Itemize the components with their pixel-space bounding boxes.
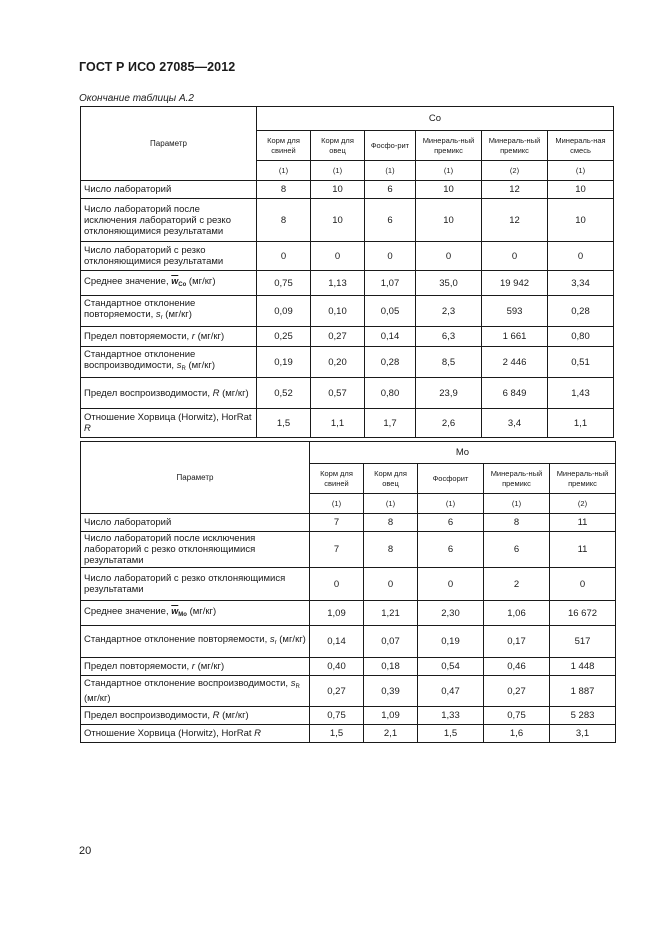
symbol-text: r [191, 331, 195, 342]
column-header: Минераль-ный премикс [482, 131, 548, 161]
value-cell: 0,14 [365, 327, 416, 347]
value-cell: 0,28 [365, 347, 416, 378]
value-cell: 8 [364, 514, 418, 532]
value-cell: 0,09 [257, 296, 311, 327]
value-cell: 0 [548, 242, 614, 271]
value-cell: 11 [550, 532, 616, 568]
value-cell: 1 661 [482, 327, 548, 347]
column-header: Минераль-ный премикс [416, 131, 482, 161]
value-cell: 0,07 [364, 626, 418, 658]
row-label [81, 271, 257, 296]
table-row [81, 707, 616, 725]
row-label [81, 568, 310, 601]
label-text: Отношение Хорвица (Horwitz), HorRat [84, 728, 255, 739]
label-text: Среднее значение, [84, 605, 172, 617]
symbol-subscript: R [181, 366, 186, 372]
value-cell: 0 [550, 568, 616, 601]
value-cell: 0 [310, 568, 364, 601]
value-cell: 0,28 [548, 296, 614, 327]
value-cell: 8,5 [416, 347, 482, 378]
column-header: Минераль-ный премикс [484, 464, 550, 494]
symbol-text: r [191, 661, 195, 672]
row-label [81, 676, 310, 707]
value-cell: 0,19 [418, 626, 484, 658]
value-cell: 0,05 [365, 296, 416, 327]
column-group: (1) [310, 494, 364, 514]
value-cell: 6 [418, 514, 484, 532]
column-header: Корм для свиней [310, 464, 364, 494]
table-row [81, 378, 614, 409]
table-row [81, 181, 614, 199]
symbol-text: s [290, 678, 296, 689]
column-header: Минераль-ный премикс [550, 464, 616, 494]
column-header: Минераль-ная смесь [548, 131, 614, 161]
symbol-text: R [212, 710, 220, 721]
label-text: (мг/кг) [194, 331, 225, 342]
label-text: Стандартное отклонение повторяемости, [84, 634, 270, 645]
value-cell: 1,06 [484, 601, 550, 626]
value-cell: 8 [257, 181, 311, 199]
table-co [80, 106, 614, 438]
symbol-text: s [269, 634, 275, 645]
table-row [81, 676, 616, 707]
column-group: (1) [365, 161, 416, 181]
value-cell: 3,1 [550, 725, 616, 743]
value-cell: 1,13 [311, 271, 365, 296]
value-cell: 3,34 [548, 271, 614, 296]
document-header: ГОСТ Р ИСО 27085—2012 [79, 60, 236, 74]
label-text: Число лабораторий [84, 517, 172, 528]
label-text: Стандартное отклонение воспроизводимости, [84, 349, 196, 371]
value-cell: 0,17 [484, 626, 550, 658]
value-cell: 10 [548, 199, 614, 242]
value-cell: 593 [482, 296, 548, 327]
value-cell: 10 [311, 181, 365, 199]
value-cell: 0,51 [548, 347, 614, 378]
value-cell: 517 [550, 626, 616, 658]
value-cell: 0,27 [484, 676, 550, 707]
column-header: Корм для овец [364, 464, 418, 494]
symbol-subscript: R [295, 684, 300, 690]
value-cell: 10 [416, 181, 482, 199]
symbol-text: R [84, 423, 91, 434]
label-text: Среднее значение, [84, 275, 172, 287]
table-row [81, 199, 614, 242]
value-cell: 1,07 [365, 271, 416, 296]
value-cell: 0 [364, 568, 418, 601]
label-text: Предел повторяемости, [84, 331, 192, 342]
value-cell: 35,0 [416, 271, 482, 296]
column-group: (1) [418, 494, 484, 514]
column-group: (1) [364, 494, 418, 514]
value-cell: 6 [365, 181, 416, 199]
table-row [81, 296, 614, 327]
value-cell: 2,6 [416, 409, 482, 438]
table-row [81, 409, 614, 438]
symbol-text: $\overline{w}$ [171, 605, 179, 616]
table-row [81, 601, 616, 626]
label-text: (мг/кг) [186, 605, 217, 617]
table-caption: Окончание таблицы А.2 [79, 93, 194, 104]
value-cell: 2,3 [416, 296, 482, 327]
value-cell: 3,4 [482, 409, 548, 438]
row-label [81, 601, 310, 626]
value-cell: 0,47 [418, 676, 484, 707]
label-text: (мг/кг) [186, 275, 216, 287]
value-cell: 2,1 [364, 725, 418, 743]
row-label [81, 725, 310, 743]
value-cell: 10 [416, 199, 482, 242]
value-cell: 0,75 [484, 707, 550, 725]
value-cell: 10 [548, 181, 614, 199]
value-cell: 0,40 [310, 658, 364, 676]
row-label [81, 327, 257, 347]
label-text: (мг/кг) [84, 693, 111, 704]
value-cell: 1,09 [364, 707, 418, 725]
symbol-text: s [155, 309, 161, 320]
value-cell: 8 [257, 199, 311, 242]
value-cell: 0,14 [310, 626, 364, 658]
row-label [81, 347, 257, 378]
row-label [81, 626, 310, 658]
symbol-text: R [254, 728, 262, 739]
label-text: Число лабораторий [84, 184, 172, 195]
value-cell: 19 942 [482, 271, 548, 296]
page-number: 20 [79, 845, 92, 857]
label-text: Число лабораторий после исключения лабораторий с резко отклоняющимися результатами [84, 203, 231, 237]
table-row [81, 327, 614, 347]
label-text: Стандартное отклонение повторяемости, [84, 298, 196, 320]
label-text: Предел повторяемости, [84, 661, 192, 672]
table-mo [80, 441, 616, 743]
symbol-text: $\overline{w}$ [171, 275, 179, 286]
value-cell: 1,5 [257, 409, 311, 438]
column-header: Фосфорит [418, 464, 484, 494]
value-cell: 7 [310, 514, 364, 532]
value-cell: 8 [364, 532, 418, 568]
column-group: (2) [550, 494, 616, 514]
value-cell: 8 [484, 514, 550, 532]
value-cell: 12 [482, 181, 548, 199]
row-label [81, 242, 257, 271]
value-cell: 10 [311, 199, 365, 242]
symbol-text: s [176, 360, 182, 371]
label-text: (мг/кг) [162, 309, 192, 320]
value-cell: 16 672 [550, 601, 616, 626]
value-cell: 1,1 [311, 409, 365, 438]
value-cell: 5 283 [550, 707, 616, 725]
value-cell: 0,27 [311, 327, 365, 347]
row-label [81, 658, 310, 676]
label-text: (мг/кг) [219, 710, 249, 721]
value-cell: 0 [257, 242, 311, 271]
value-cell: 6 [365, 199, 416, 242]
table-row [81, 242, 614, 271]
value-cell: 11 [550, 514, 616, 532]
column-group: (1) [311, 161, 365, 181]
column-header: Фосфо-рит [365, 131, 416, 161]
value-cell: 0,18 [364, 658, 418, 676]
value-cell: 1,7 [365, 409, 416, 438]
column-header: Корм для овец [311, 131, 365, 161]
row-label [81, 514, 310, 532]
param-header: Параметр [81, 107, 257, 181]
value-cell: 6,3 [416, 327, 482, 347]
label-text: (мг/кг) [276, 634, 306, 645]
column-group: (1) [257, 161, 311, 181]
label-text: Стандартное отклонение воспроизводимости, [84, 678, 291, 689]
row-label [81, 296, 257, 327]
value-cell: 0 [311, 242, 365, 271]
value-cell: 2,30 [418, 601, 484, 626]
value-cell: 0 [418, 568, 484, 601]
symbol-subscript: r [274, 640, 277, 646]
row-label [81, 181, 257, 199]
label-text: Отношение Хорвица (Horwitz), HorRat [84, 412, 252, 423]
symbol-subscript: r [160, 315, 163, 321]
value-cell: 0,25 [257, 327, 311, 347]
value-cell: 0,75 [310, 707, 364, 725]
row-label [81, 378, 257, 409]
table-row [81, 568, 616, 601]
row-label [81, 199, 257, 242]
value-cell: 0,52 [257, 378, 311, 409]
symbol-subscript: Mo [178, 611, 187, 618]
value-cell: 0,54 [418, 658, 484, 676]
value-cell: 0,20 [311, 347, 365, 378]
row-label [81, 532, 310, 568]
table-row [81, 725, 616, 743]
value-cell: 2 446 [482, 347, 548, 378]
value-cell: 1,1 [548, 409, 614, 438]
value-cell: 0,10 [311, 296, 365, 327]
table-row [81, 347, 614, 378]
value-cell: 0,57 [311, 378, 365, 409]
label-text: Предел воспроизводимости, [84, 710, 213, 721]
value-cell: 1,6 [484, 725, 550, 743]
column-group: (1) [548, 161, 614, 181]
value-cell: 2 [484, 568, 550, 601]
value-cell: 1,09 [310, 601, 364, 626]
column-header: Корм для свиней [257, 131, 311, 161]
value-cell: 1 448 [550, 658, 616, 676]
row-label [81, 707, 310, 725]
value-cell: 0 [416, 242, 482, 271]
value-cell: 6 [484, 532, 550, 568]
value-cell: 23,9 [416, 378, 482, 409]
label-text: (мг/кг) [219, 387, 249, 399]
param-header: Параметр [81, 442, 310, 514]
value-cell: 12 [482, 199, 548, 242]
value-cell: 1,21 [364, 601, 418, 626]
label-text: Число лабораторий с резко отклоняющимися результатами [84, 573, 286, 595]
value-cell: 6 [418, 532, 484, 568]
table-row [81, 532, 616, 568]
value-cell: 0,27 [310, 676, 364, 707]
table-row [81, 514, 616, 532]
value-cell: 0,39 [364, 676, 418, 707]
table-row [81, 626, 616, 658]
value-cell: 0,19 [257, 347, 311, 378]
symbol-text: R [212, 387, 220, 399]
column-group: (1) [484, 494, 550, 514]
value-cell: 1 887 [550, 676, 616, 707]
label-text: Число лабораторий после исключения лабораторий с резко отклоняющимися результатами [84, 533, 256, 566]
element-header: Mo [310, 442, 616, 464]
value-cell: 1,5 [310, 725, 364, 743]
table-row [81, 271, 614, 296]
value-cell: 1,33 [418, 707, 484, 725]
value-cell: 0,80 [365, 378, 416, 409]
value-cell: 0 [482, 242, 548, 271]
label-text: Предел воспроизводимости, [84, 387, 213, 399]
value-cell: 0,46 [484, 658, 550, 676]
value-cell: 7 [310, 532, 364, 568]
element-header: Co [257, 107, 614, 131]
value-cell: 0 [365, 242, 416, 271]
row-label [81, 409, 257, 438]
label-text: Число лабораторий с резко отклоняющимися результатами [84, 245, 224, 267]
value-cell: 1,43 [548, 378, 614, 409]
label-text: (мг/кг) [194, 661, 225, 672]
value-cell: 0,75 [257, 271, 311, 296]
column-group: (2) [482, 161, 548, 181]
label-text: (мг/кг) [185, 360, 216, 371]
value-cell: 1,5 [418, 725, 484, 743]
symbol-subscript: Co [178, 281, 187, 288]
column-group: (1) [416, 161, 482, 181]
value-cell: 0,80 [548, 327, 614, 347]
value-cell: 6 849 [482, 378, 548, 409]
table-row [81, 658, 616, 676]
